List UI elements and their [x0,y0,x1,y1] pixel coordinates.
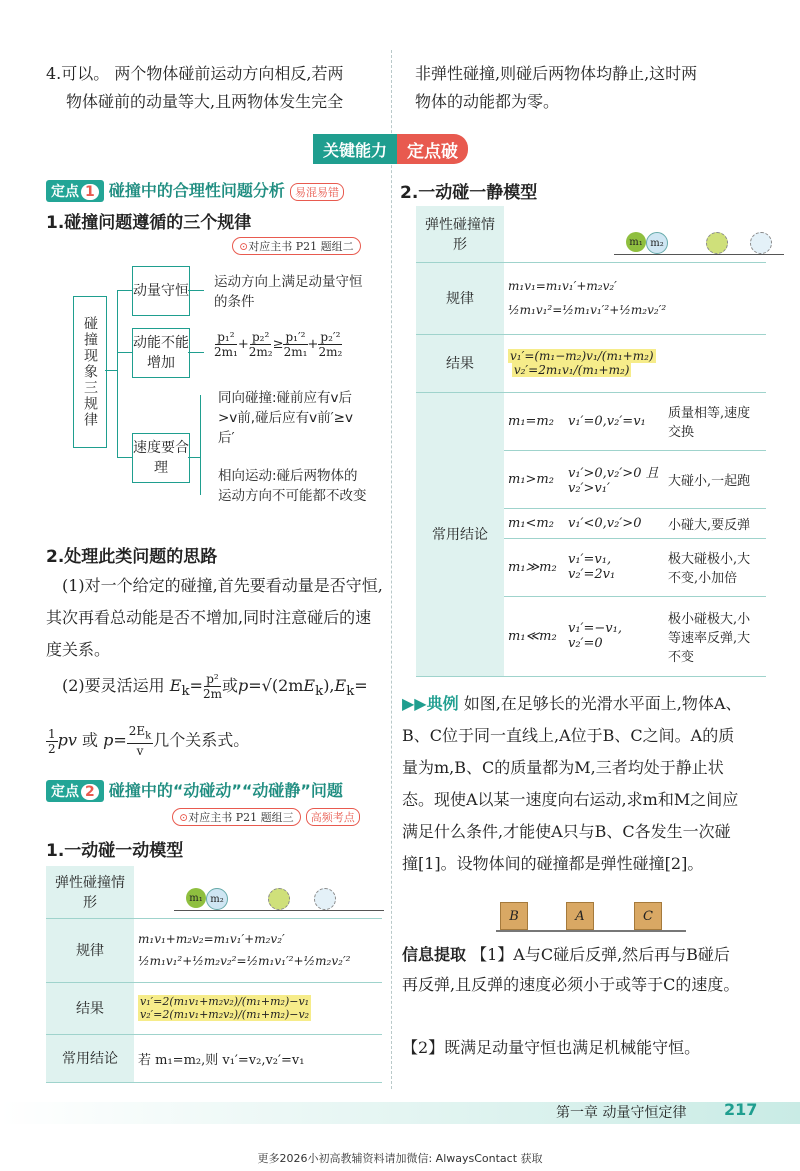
tree-node: 动量守恒 [132,266,190,316]
section-banner [313,134,468,164]
desc-cell: 小碰大,要反弹 [664,508,766,538]
point-tag: 定点 2 [46,780,104,802]
tree-desc: 同向碰撞:碰前应有v后>v前,碰后应有v前′≥v后′ [218,390,353,446]
block-a: A [566,902,594,930]
point1-header [46,178,386,202]
row-label: 结果 [46,982,134,1034]
section-heading: 1.一动碰一动模型 [46,841,184,861]
example-tag: ▶▶典例 [402,694,459,713]
info-extract [402,940,742,1000]
info-title: 信息提取 [402,945,467,964]
kinetic-inequality: $\frac{\text{p₁²}}{\text{2m₁}}$ + $\frac{\text{p₂²}}{\text{2m₂}}$ ≥ $\frac{\text{p₁′²}}{\text{2m₁}}$ + $\frac{\text{p₂′²}}{\text{2m₂}}$ [214,330,343,359]
tree-node: 动能不能增加 [132,328,190,378]
target-icon: ⊙ [239,240,249,253]
line: 物体的动能都为零。 [415,92,560,111]
badge: 易混易错 [290,183,344,201]
column-divider [391,50,392,1089]
desc-cell: 极大碰极小,大不变,小加倍 [664,538,766,596]
v-cell: v₁′=v₁, v₂′=2v₁ [564,538,664,596]
v-cell: v₁′>0,v₂′>0 且 v₂′>v₁′ [564,450,664,508]
target-icon: ⊙ [179,811,189,824]
scene-figure: m₁ m₂ [134,866,382,918]
row-label: 常用结论 [46,1034,134,1082]
reference: ⊙对应主书 P21 题组三 高频考点 [172,806,360,826]
law-formula: m₁v₁=m₁v₁′+m₂v₂′ ½m₁v₁²=½m₁v₁′²+½m₂v₂′² [504,262,766,334]
v-cell: v₁′=0,v₂′=v₁ [564,392,664,450]
tree-root: 碰撞现象三规律 [73,296,107,448]
page-number: 217 [724,1100,758,1119]
connector [117,352,132,353]
reference: ⊙对应主书 P21 题组二 [232,235,361,255]
row-label: 弹性碰撞情形 [416,206,504,262]
tree-desc: 相向运动:碰后两物体的运动方向不可能都不改变 [218,468,367,504]
cond-cell: m₁≫m₂ [504,538,564,596]
row-label: 规律 [46,918,134,982]
connector [117,457,132,458]
result-formula: v₁′=(m₁−m₂)v₁/(m₁+m₂) v₂′=2m₁v₁/(m₁+m₂) [504,334,766,392]
point-title: 碰撞中的“动碰动”“动碰静”问题 [108,781,343,800]
tree-node: 速度要合理 [132,433,190,483]
connector [117,290,118,457]
section-heading: 2.处理此类问题的思路 [46,547,218,567]
point-title: 碰撞中的合理性问题分析 [108,181,285,200]
desc-cell: 大碰小,一起跑 [664,450,766,508]
section-heading: 2.一动碰一静模型 [400,183,538,203]
law-formula: m₁v₁+m₂v₂=m₁v₁′+m₂v₂′ ½m₁v₁²+½m₂v₂²=½m₁v₁′²+½m₂v₂′² [134,918,382,982]
example [402,688,742,880]
point-tag: 定点 1 [46,180,104,202]
connector [117,290,132,291]
scene-figure: m₁ m₂ [504,206,766,262]
bottom-note: 更多2026小初高教辅资料请加微信: AlwaysContact 获取 [257,1152,543,1165]
row-label: 常用结论 [416,392,504,676]
ground [496,930,686,932]
paragraph-formula: (2)要灵活运用 $E_k=$ $\frac{\text{p²}}{2m}$ 或$p=√(2mE_k),E_k=$ [62,672,368,701]
paragraph: (1)对一个给定的碰撞,首先要看动量是否守恒,其次再看总动能是否不增加,同时注意碰后的速度关系。 [46,576,383,659]
section-heading: 1.碰撞问题遵循的三个规律 [46,213,252,233]
line: 非弹性碰撞,则碰后两物体均静止,这时两 [415,64,698,83]
info-item: 【2】既满足动量守恒也满足机械能守恒。 [402,1038,701,1057]
top-left-text [46,60,386,116]
connector [200,395,201,495]
cond-cell: m₁=m₂ [504,392,564,450]
info-item: 【1】A与C碰后反弹,然后再与B碰后再反弹,且反弹的速度必须小于或等于C的速度。 [402,945,740,994]
v-cell: v₁′=−v₁, v₂′=0 [564,596,664,676]
top-right-text [415,60,755,116]
result-formula: v₁′=2(m₁v₁+m₂v₂)/(m₁+m₂)−v₁ v₂′=2(m₁v₁+m₂v₂)/(m₁+m₂)−v₂ [134,982,382,1034]
row-label: 规律 [416,262,504,334]
table-model2 [416,206,766,677]
banner-right: 定点破 [397,134,468,164]
connector [188,290,204,291]
paragraph-formula-2: $\frac{1}{2}$ pv 或 p= $\frac{2E_k}{v}$ 几个关系式。 [48,724,250,759]
block-b: B [500,902,528,930]
conclusion: 若 m₁=m₂,则 v₁′=v₂,v₂′=v₁ [134,1034,382,1082]
connector [188,352,204,353]
line: 4.可以。 两个物体碰前运动方向相反,若两 [46,64,344,83]
cond-cell: m₁>m₂ [504,450,564,508]
banner-left: 关键能力 [313,134,397,164]
cond-cell: m₁≪m₂ [504,596,564,676]
line: 物体碰前的动量等大,且两物体发生完全 [66,92,344,111]
cond-cell: m₁<m₂ [504,508,564,538]
chapter-label: 第一章 动量守恒定律 [556,1105,687,1121]
v-cell: v₁′<0,v₂′>0 [564,508,664,538]
block-c: C [634,902,662,930]
connector [188,457,200,458]
badge: 高频考点 [306,808,360,826]
row-label: 结果 [416,334,504,392]
desc-cell: 质量相等,速度交换 [664,392,766,450]
example-text: 如图,在足够长的光滑水平面上,物体A、B、C位于同一直线上,A位于B、C之间。A的质量为m,B、C的质量都为M,三者均处于静止状态。现使A以某一速度向右运动,求m和M之间应满足什么条件,才能使A只与B、C各发生一次碰撞[1]。设物体间的碰撞都是弹性碰撞[2]。 [402,694,742,873]
table-model1 [46,866,382,1083]
connector [105,370,117,371]
row-label: 弹性碰撞情形 [46,866,134,918]
tree-desc: 运动方向上满足动量守恒的条件 [214,274,363,310]
desc-cell: 极小碰极大,小等速率反弹,大不变 [664,596,766,676]
point2-header [46,778,391,802]
